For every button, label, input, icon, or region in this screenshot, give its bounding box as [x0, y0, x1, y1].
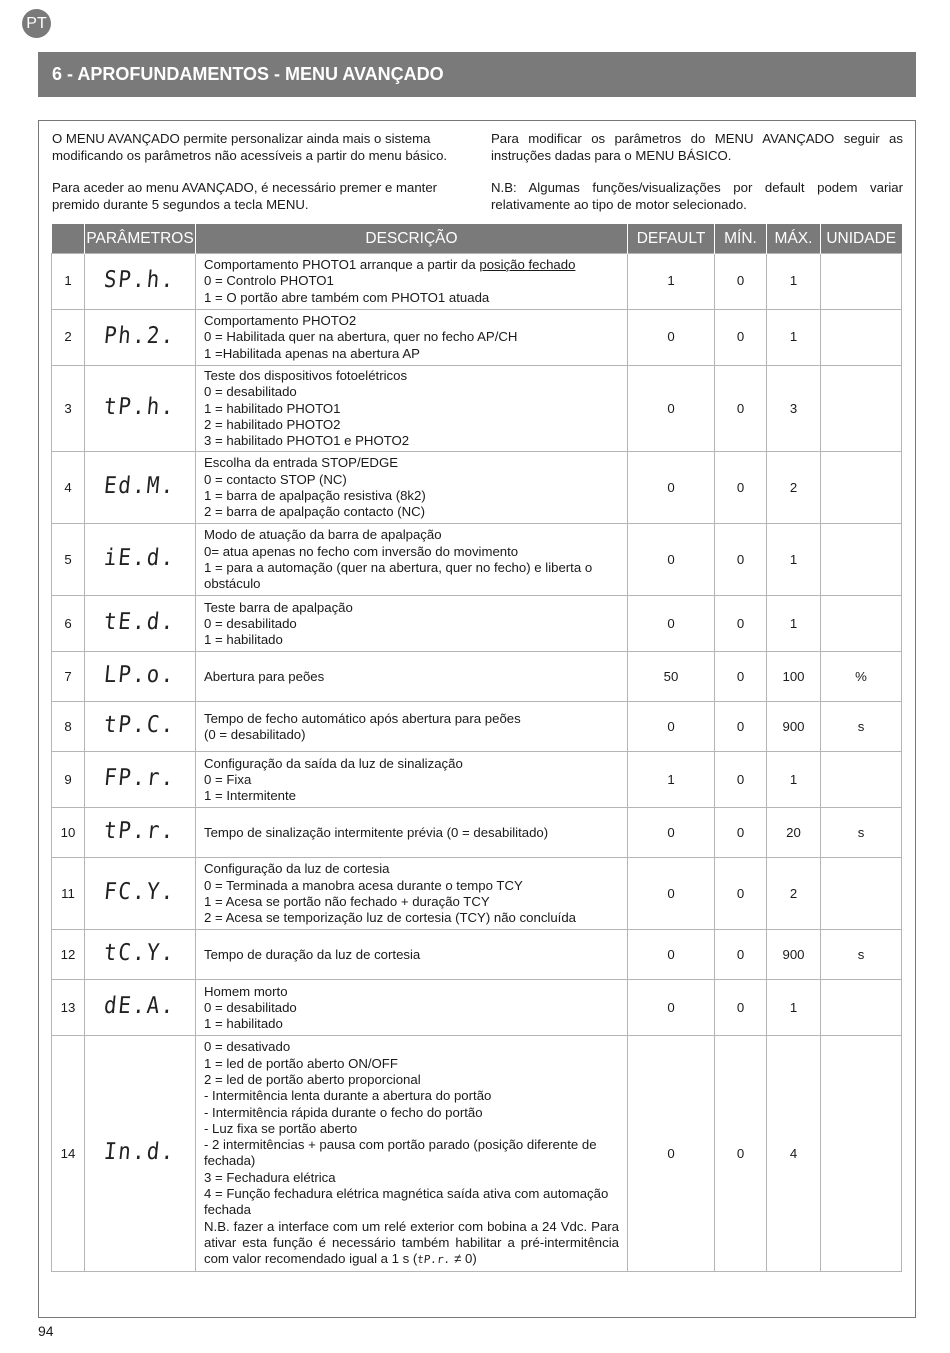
description-line — [204, 1170, 619, 1186]
description-text: - 2 intermitências + pausa com portão parado (posição diferente de fechada) — [204, 1137, 601, 1169]
max-value: 1 — [767, 596, 821, 652]
description-text: 0 = desabilitado — [204, 615, 297, 631]
header-min: MÍN. — [715, 224, 767, 254]
description-text: Tempo de duração da luz de cortesia — [204, 946, 421, 962]
default-value: 1 — [628, 752, 715, 808]
default-value: 50 — [628, 652, 715, 702]
description-text: 0 = desabilitado — [204, 384, 297, 400]
header-params: PARÂMETROS — [85, 224, 196, 254]
parameter-code-cell — [85, 652, 196, 702]
parameters-table — [51, 224, 902, 1272]
min-value: 0 — [715, 310, 767, 366]
description-text: Comportamento PHOTO2 — [204, 313, 357, 329]
unit-value — [821, 752, 902, 808]
max-value: 4 — [767, 1036, 821, 1272]
description-line — [204, 1072, 619, 1088]
description-line — [204, 632, 619, 648]
parameter-code-cell — [85, 858, 196, 930]
max-value: 100 — [767, 652, 821, 702]
min-value: 0 — [715, 524, 767, 596]
min-value: 0 — [715, 452, 767, 524]
description-line — [204, 455, 619, 471]
section-title: 6 - APROFUNDAMENTOS - MENU AVANÇADO — [38, 52, 916, 97]
description-text: Configuração da saída da luz de sinalização — [204, 755, 463, 771]
table-row — [52, 310, 902, 366]
description-text: Comportamento PHOTO1 arranque a partir da — [204, 257, 480, 273]
default-value: 0 — [628, 858, 715, 930]
min-value: 0 — [715, 702, 767, 752]
default-value: 0 — [628, 930, 715, 980]
description-text: Tempo de sinalização intermitente prévia (0 = desabilitado) — [204, 824, 549, 840]
parameter-code: tE.d. — [103, 609, 177, 636]
description-line — [204, 600, 619, 616]
intro-left — [52, 131, 464, 229]
inline-parameter-code: tP.r. — [416, 1253, 452, 1267]
max-value: 1 — [767, 980, 821, 1036]
max-value: 1 — [767, 254, 821, 310]
table-row — [52, 366, 902, 452]
row-number: 13 — [52, 980, 85, 1036]
max-value: 1 — [767, 310, 821, 366]
unit-value — [821, 254, 902, 310]
description-text: Abertura para peões — [204, 668, 325, 684]
min-value: 0 — [715, 652, 767, 702]
description-text: 0 = desabilitado — [204, 999, 297, 1015]
description-text: - Intermitência rápida durante o fecho do portão — [204, 1104, 483, 1120]
table-row — [52, 752, 902, 808]
max-value: 3 — [767, 366, 821, 452]
max-value: 2 — [767, 858, 821, 930]
description-cell — [196, 702, 628, 752]
intro-paragraph: Para modificar os parâmetros do MENU AVANÇADO seguir as instruções dadas para o MENU BÁSICO. — [491, 131, 903, 163]
description-text: 2 = habilitado PHOTO2 — [204, 416, 341, 432]
description-text: 0 = Terminada a manobra acesa durante o tempo TCY — [204, 877, 523, 893]
description-line — [204, 1039, 619, 1055]
description-line — [204, 257, 619, 273]
row-number: 11 — [52, 858, 85, 930]
parameter-code: iE.d. — [103, 545, 177, 572]
parameter-code-cell — [85, 1036, 196, 1272]
description-line — [204, 368, 619, 384]
description-text: 1 = habilitado — [204, 1016, 283, 1032]
parameter-code-cell — [85, 254, 196, 310]
description-line — [204, 669, 619, 685]
parameter-code-cell — [85, 702, 196, 752]
language-badge: PT — [22, 9, 51, 38]
parameter-code: LP.o. — [103, 662, 177, 689]
unit-value — [821, 310, 902, 366]
description-text: 1 = led de portão aberto ON/OFF — [204, 1055, 398, 1071]
row-number: 12 — [52, 930, 85, 980]
description-line — [204, 711, 619, 727]
description-line — [204, 401, 619, 417]
description-line — [204, 313, 619, 329]
description-text: 4 = Função fechadura elétrica magnética saída ativa com automação fechada — [204, 1186, 612, 1218]
description-cell — [196, 452, 628, 524]
parameter-code: Ed.M. — [103, 473, 177, 500]
description-line — [204, 329, 619, 345]
default-value: 0 — [628, 1036, 715, 1272]
header-default: DEFAULT — [628, 224, 715, 254]
description-text: 2 = barra de apalpação contacto (NC) — [204, 504, 426, 520]
description-line — [204, 504, 619, 520]
description-text: 1 = habilitado PHOTO1 — [204, 400, 341, 416]
description-line — [204, 1000, 619, 1016]
description-text: 1 = para a automação (quer na abertura, quer no fecho) e liberta o obstáculo — [204, 559, 596, 592]
description-cell — [196, 254, 628, 310]
unit-value — [821, 452, 902, 524]
page-number: 94 — [38, 1323, 54, 1339]
min-value: 0 — [715, 858, 767, 930]
description-line — [204, 1088, 619, 1104]
description-text: Teste barra de apalpação — [204, 599, 353, 615]
description-cell — [196, 524, 628, 596]
row-number: 10 — [52, 808, 85, 858]
description-text: ≠ 0) — [450, 1251, 477, 1267]
parameter-code-cell — [85, 596, 196, 652]
row-number: 8 — [52, 702, 85, 752]
min-value: 0 — [715, 366, 767, 452]
description-text: Teste dos dispositivos fotoelétricos — [204, 368, 408, 383]
description-line — [204, 910, 619, 926]
description-line — [204, 273, 619, 289]
table-row — [52, 652, 902, 702]
description-line — [204, 1218, 623, 1269]
min-value: 0 — [715, 254, 767, 310]
description-line — [204, 290, 619, 306]
description-text: 1 = Acesa se portão não fechado + duração TCY — [204, 893, 490, 909]
description-cell — [196, 980, 628, 1036]
parameter-code: tP.r. — [103, 818, 177, 845]
description-line — [204, 1016, 619, 1032]
description-line — [204, 772, 619, 788]
header-unit: UNIDADE — [821, 224, 902, 254]
description-text: - Intermitência lenta durante a abertura do portão — [204, 1088, 492, 1104]
default-value: 0 — [628, 524, 715, 596]
unit-value — [821, 524, 902, 596]
description-cell — [196, 930, 628, 980]
description-cell — [196, 652, 628, 702]
max-value: 900 — [767, 930, 821, 980]
default-value: 1 — [628, 254, 715, 310]
row-number: 2 — [52, 310, 85, 366]
row-number: 4 — [52, 452, 85, 524]
description-cell — [196, 366, 628, 452]
description-line — [204, 1121, 619, 1137]
parameter-code: tP.C. — [103, 712, 177, 739]
parameter-code: SP.h. — [103, 266, 177, 293]
description-text: 1 =Habilitada apenas na abertura AP — [204, 345, 420, 361]
parameter-code-cell — [85, 366, 196, 452]
row-number: 9 — [52, 752, 85, 808]
min-value: 0 — [715, 752, 767, 808]
description-cell — [196, 310, 628, 366]
description-line — [204, 727, 619, 743]
description-line — [204, 560, 619, 593]
description-text: 1 = O portão abre também com PHOTO1 atuada — [204, 289, 490, 305]
description-line — [204, 433, 619, 449]
description-text: 0 = Controlo PHOTO1 — [204, 273, 334, 289]
parameter-code-cell — [85, 310, 196, 366]
description-line — [204, 527, 619, 543]
default-value: 0 — [628, 808, 715, 858]
description-text: 1 = habilitado — [204, 632, 283, 648]
description-line — [204, 861, 619, 877]
description-text: ( — [409, 1251, 418, 1267]
description-underlined: posição fechado — [479, 257, 576, 273]
description-text: Homem morto — [204, 983, 288, 999]
row-number: 7 — [52, 652, 85, 702]
description-line — [204, 947, 619, 963]
parameter-code-cell — [85, 752, 196, 808]
table-row — [52, 452, 902, 524]
unit-value — [821, 980, 902, 1036]
description-line — [204, 825, 619, 841]
description-text: 0 = Habilitada quer na abertura, quer no fecho AP/CH — [204, 329, 518, 345]
description-cell — [196, 596, 628, 652]
parameter-code-cell — [85, 808, 196, 858]
description-text: N.B. fazer a interface com um relé exterior com bobina a 24 Vdc. Para ativar esta função é necessário também habilitar a pré-intermitência com valor recomendado igual a 1 s — [204, 1218, 623, 1267]
description-line — [204, 756, 619, 772]
description-text: (0 = desabilitado) — [204, 726, 306, 742]
header-max: MÁX. — [767, 224, 821, 254]
description-line — [204, 788, 619, 804]
parameter-code: In.d. — [103, 1139, 177, 1166]
min-value: 0 — [715, 596, 767, 652]
row-number: 3 — [52, 366, 85, 452]
parameter-code: dE.A. — [103, 993, 177, 1020]
table-row — [52, 858, 902, 930]
row-number: 6 — [52, 596, 85, 652]
intro-paragraph: O MENU AVANÇADO permite personalizar ainda mais o sistema modificando os parâmetros não acessíveis a partir do menu básico. — [52, 131, 448, 163]
unit-value: % — [821, 652, 902, 702]
table-row — [52, 702, 902, 752]
description-text: 0 = Fixa — [204, 771, 252, 787]
unit-value: s — [821, 702, 902, 752]
max-value: 1 — [767, 524, 821, 596]
max-value: 2 — [767, 452, 821, 524]
table-row — [52, 524, 902, 596]
unit-value — [821, 858, 902, 930]
description-text: 3 = Fechadura elétrica — [204, 1169, 336, 1185]
min-value: 0 — [715, 930, 767, 980]
description-text: Modo de atuação da barra de apalpação — [204, 527, 442, 543]
max-value: 1 — [767, 752, 821, 808]
parameter-code: tP.h. — [103, 394, 177, 421]
row-number: 1 — [52, 254, 85, 310]
default-value: 0 — [628, 702, 715, 752]
unit-value: s — [821, 930, 902, 980]
parameter-code-cell — [85, 980, 196, 1036]
description-text: 3 = habilitado PHOTO1 e PHOTO2 — [204, 433, 410, 449]
description-line — [204, 417, 619, 433]
description-text: Tempo de fecho automático após abertura para peões — [204, 710, 521, 726]
description-line — [204, 544, 619, 560]
description-text: 2 = led de portão aberto proporcional — [204, 1072, 421, 1087]
description-text: - Luz fixa se portão aberto — [204, 1120, 358, 1136]
description-line — [204, 346, 619, 362]
intro-paragraph: Para aceder ao menu AVANÇADO, é necessário premer e manter premido durante 5 segundos a tecla MENU. — [52, 180, 438, 212]
description-text: 1 = Intermitente — [204, 788, 296, 804]
description-cell — [196, 752, 628, 808]
description-text: 2 = Acesa se temporização luz de cortesia (TCY) não concluída — [204, 910, 577, 926]
description-line — [204, 384, 619, 400]
default-value: 0 — [628, 310, 715, 366]
parameter-code-cell — [85, 524, 196, 596]
intro-right — [491, 131, 903, 229]
description-text: 0 = desativado — [204, 1039, 291, 1055]
description-line — [204, 1186, 619, 1219]
description-text: Configuração da luz de cortesia — [204, 861, 390, 877]
min-value: 0 — [715, 808, 767, 858]
row-number: 5 — [52, 524, 85, 596]
description-cell — [196, 858, 628, 930]
max-value: 20 — [767, 808, 821, 858]
description-text: 0 = contacto STOP (NC) — [204, 471, 347, 487]
default-value: 0 — [628, 366, 715, 452]
intro-paragraph: N.B: Algumas funções/visualizações por default podem variar relativamente ao tipo de motor selecionado. — [491, 180, 903, 212]
table-row — [52, 808, 902, 858]
table-header-row — [52, 224, 902, 254]
parameter-code-cell — [85, 930, 196, 980]
description-line — [204, 984, 619, 1000]
default-value: 0 — [628, 596, 715, 652]
unit-value: s — [821, 808, 902, 858]
description-line — [204, 878, 619, 894]
parameter-code: FP.r. — [103, 765, 177, 792]
header-desc: DESCRIÇÃO — [196, 224, 628, 254]
min-value: 0 — [715, 1036, 767, 1272]
description-line — [204, 616, 619, 632]
parameter-code: tC.Y. — [103, 940, 177, 967]
description-line — [204, 1137, 619, 1170]
min-value: 0 — [715, 980, 767, 1036]
description-line — [204, 1105, 619, 1121]
description-line — [204, 1056, 619, 1072]
description-text: 0= atua apenas no fecho com inversão do movimento — [204, 543, 519, 559]
description-text: 1 = barra de apalpação resistiva (8k2) — [204, 487, 426, 503]
max-value: 900 — [767, 702, 821, 752]
unit-value — [821, 1036, 902, 1272]
default-value: 0 — [628, 452, 715, 524]
parameter-code-cell — [85, 452, 196, 524]
description-line — [204, 894, 619, 910]
unit-value — [821, 366, 902, 452]
unit-value — [821, 596, 902, 652]
description-line — [204, 488, 619, 504]
description-line — [204, 472, 619, 488]
table-row — [52, 930, 902, 980]
header-spacer — [52, 224, 85, 254]
parameter-code: Ph.2. — [103, 322, 177, 349]
table-row — [52, 254, 902, 310]
default-value: 0 — [628, 980, 715, 1036]
row-number: 14 — [52, 1036, 85, 1272]
table-row — [52, 1036, 902, 1272]
table-row — [52, 980, 902, 1036]
description-cell — [196, 808, 628, 858]
description-text: Escolha da entrada STOP/EDGE — [204, 455, 399, 471]
description-cell — [196, 1036, 628, 1272]
table-row — [52, 596, 902, 652]
parameter-code: FC.Y. — [103, 879, 177, 906]
